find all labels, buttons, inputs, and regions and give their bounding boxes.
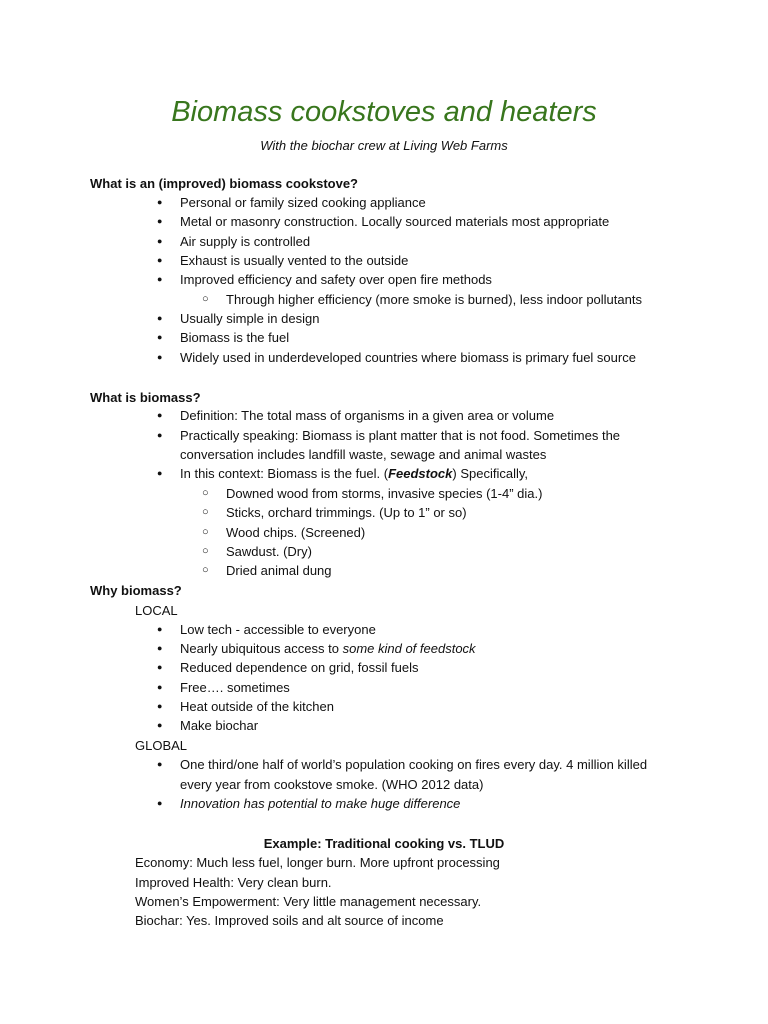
list-item — [180, 639, 476, 658]
ubiq-text: Nearly ubiquitous access to — [180, 641, 343, 656]
example-line-health: Improved Health: Very clean burn. — [135, 875, 332, 890]
section-heading-biomass: What is biomass? — [90, 390, 201, 405]
list-item: ● Definition: The total mass of organisms in a given area or volume — [180, 406, 554, 425]
list-item-continuation: every year from cookstove smoke. (WHO 2012 data) — [180, 777, 484, 792]
sub-list-item: ○ Downed wood from storms, invasive species (1-4” dia.) — [226, 484, 542, 503]
sub-list-item: ○ Dried animal dung — [226, 561, 332, 580]
list-item: ● Make biochar — [180, 716, 258, 735]
sub-list-item: ○ Sawdust. (Dry) — [226, 542, 312, 561]
section-heading-why: Why biomass? — [90, 583, 182, 598]
list-item: ● Practically speaking: Biomass is plant matter that is not food. Sometimes the — [180, 426, 620, 445]
list-item: ● Improved efficiency and safety over open fire methods — [180, 270, 492, 289]
list-item: ● Reduced dependence on grid, fossil fuels — [180, 658, 419, 677]
local-label: LOCAL — [135, 603, 178, 618]
context-text-pre: In this context: Biomass is the fuel. ( — [180, 466, 389, 481]
example-line-empowerment: Women’s Empowerment: Very little management necessary. — [135, 894, 482, 909]
example-line-economy: Economy: Much less fuel, longer burn. More upfront processing — [135, 855, 500, 870]
example-line-biochar: Biochar: Yes. Improved soils and alt source of income — [135, 913, 444, 928]
sub-list-item: ○ Sticks, orchard trimmings. (Up to 1” or so) — [226, 503, 467, 522]
example-heading: Example: Traditional cooking vs. TLUD — [263, 836, 505, 851]
list-item: ● Usually simple in design — [180, 309, 319, 328]
list-item: ● Free…. sometimes — [180, 678, 290, 697]
list-item: ● Biomass is the fuel — [180, 328, 289, 347]
list-item-continuation — [180, 445, 546, 464]
document-subtitle: With the biochar crew at Living Web Farms — [260, 138, 508, 153]
list-item: ● Personal or family sized cooking appliance — [180, 193, 426, 212]
list-item: ● Innovation has potential to make huge difference — [180, 794, 460, 813]
section-heading-cookstove: What is an (improved) biomass cookstove? — [90, 176, 358, 191]
context-text-post: ) Specifically, — [452, 466, 529, 481]
list-item: ● Low tech - accessible to everyone — [180, 620, 376, 639]
feedstock-term: Feedstock — [388, 466, 453, 481]
document-title: Biomass cookstoves and heaters — [171, 96, 597, 128]
sub-list-item: ○ Through higher efficiency (more smoke is burned), less indoor pollutants — [226, 290, 642, 309]
sub-list-item: ○ Wood chips. (Screened) — [226, 523, 365, 542]
list-item: ● Widely used in underdeveloped countries where biomass is primary fuel source — [180, 348, 636, 367]
list-item: ● Heat outside of the kitchen — [180, 697, 334, 716]
list-item — [180, 464, 528, 483]
continuation-text: conversation includes landfill waste, sewage and animal wastes — [180, 447, 547, 462]
ubiq-italic-text: some kind of feedstock — [342, 641, 476, 656]
list-item: ● Air supply is controlled — [180, 232, 310, 251]
global-label: GLOBAL — [135, 738, 188, 753]
list-item: ● Metal or masonry construction. Locally sourced materials most appropriate — [180, 212, 609, 231]
list-item: ● One third/one half of world’s population cooking on fires every day. 4 million killed — [180, 755, 647, 774]
list-item: ● Exhaust is usually vented to the outside — [180, 251, 408, 270]
